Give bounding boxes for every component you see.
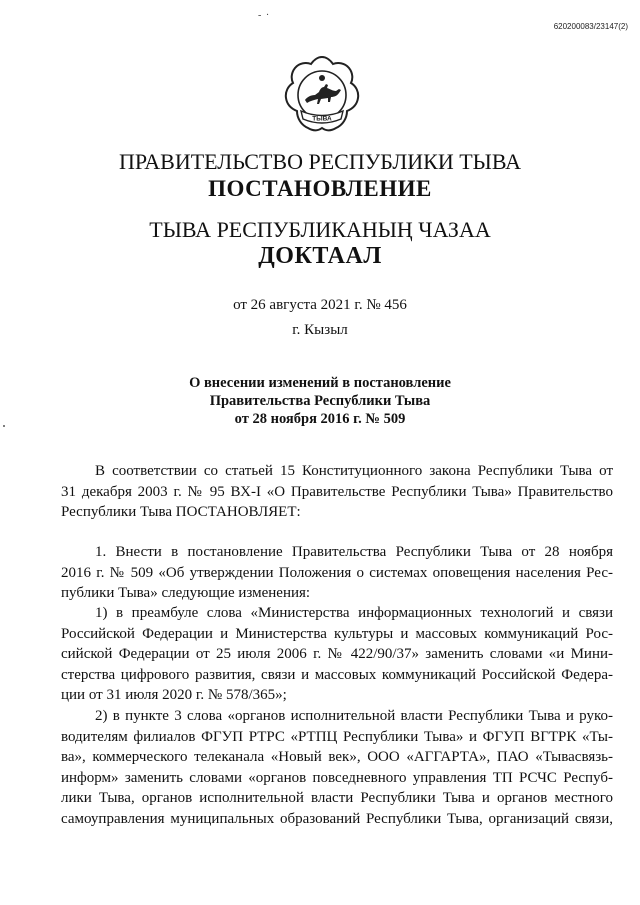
emblem-label: ТЫВА xyxy=(312,115,332,123)
resolution-date: от 26 августа 2021 г. № 456 xyxy=(233,297,407,313)
title-line: от 28 ноября 2016 г. № 509 xyxy=(234,411,406,427)
text-line: ва», коммерческого телеканала «Новый век», ООО «АГГАРТА», ПАО «Тывасвязь- xyxy=(61,749,613,765)
text-line: стерства цифрового развития, связи и массовых коммуникаций Российской Федера- xyxy=(61,666,613,683)
resolution-city: г. Кызыл xyxy=(292,322,348,338)
resolution-subject-title xyxy=(0,374,640,428)
text-line: лики Тыва, органов исполнительной власти Республики Тыва и органов местного xyxy=(61,790,613,806)
document-number: 620200083/23147(2) xyxy=(553,22,628,31)
text-line: 1. Внести в постановление Правительства Республики Тыва от 28 ноября xyxy=(95,544,613,560)
tuva-coat-of-arms-emblem xyxy=(283,54,361,136)
resolution-title-tyv: ДОКТААЛ xyxy=(258,243,382,269)
text-line: самоуправления муниципальных образований Республики Тыва, организаций связи, xyxy=(61,810,613,827)
item-1-subitem-1-paragraph xyxy=(61,603,613,706)
item-1-subitem-2-paragraph xyxy=(61,706,613,829)
government-name-ru: ПРАВИТЕЛЬСТВО РЕСПУБЛИКИ ТЫВА xyxy=(118,149,522,174)
text-line: сийской Федерации от 25 июля 2006 г. № 422/90/37» заменить словами «и Мини- xyxy=(61,646,613,662)
scan-mark: - · xyxy=(258,10,271,21)
text-line: публики Тыва» следующие изменения: xyxy=(61,585,311,601)
text-line: 1) в преамбуле слова «Министерства информационных технологий и связи xyxy=(95,605,613,621)
text-line: Российской Федерации и Министерства культуры и массовых коммуникаций Рос- xyxy=(61,625,613,642)
government-name-tyv: ТЫВА РЕСПУБЛИКАНЫҢ ЧАЗАА xyxy=(149,217,491,242)
resolution-title-ru: ПОСТАНОВЛЕНИЕ xyxy=(208,176,432,201)
title-line: Правительства Республики Тыва xyxy=(209,393,431,409)
text-line: В соответствии со статьей 15 Конституционного закона Республики Тыва от xyxy=(95,463,613,479)
text-line: 31 декабря 2003 г. № 95 ВХ-I «О Правительстве Республики Тыва» Правительство xyxy=(61,483,613,500)
text-line: водителям филиалов ФГУП РТРС «РТПЦ Республики Тыва» и ФГУП ВГТРК «Ты- xyxy=(61,728,613,745)
text-line: 2) в пункте 3 слова «органов исполнительной власти Республики Тыва и руко- xyxy=(95,708,613,724)
text-line: информ» заменить словами «органов повседневного управления ТП РСЧС Респуб- xyxy=(61,769,613,786)
title-line: О внесении изменений в постановление xyxy=(189,375,451,391)
item-1-paragraph xyxy=(61,542,613,604)
text-line: ции от 31 июля 2020 г. № 578/365»; xyxy=(61,687,287,703)
text-line: 2016 г. № 509 «Об утверждении Положения о системах оповещения населения Рес- xyxy=(61,564,613,581)
emblem-sun xyxy=(319,75,325,81)
preamble-paragraph xyxy=(61,461,613,523)
text-line: Республики Тыва ПОСТАНОВЛЯЕТ: xyxy=(61,504,301,520)
